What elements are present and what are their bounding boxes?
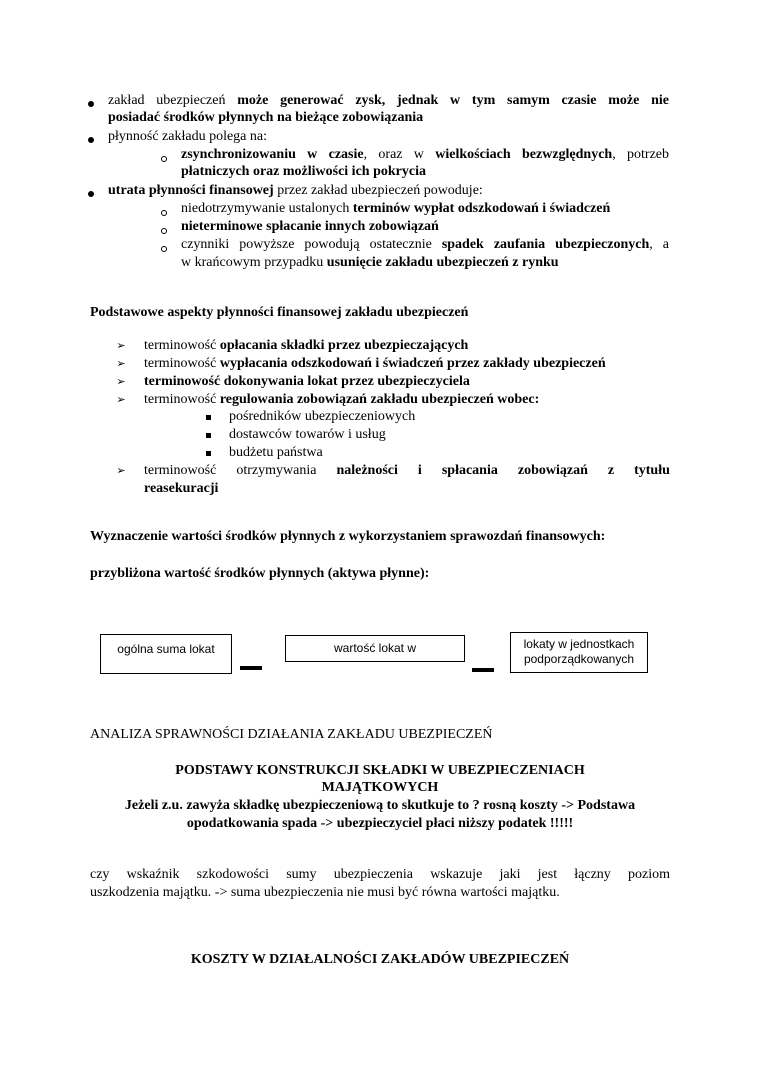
aspect-1: terminowość opłacania składki przez ubezpieczających — [144, 338, 469, 353]
sub-bullet-2-1-line-2: płatniczych oraz możliwości ich pokrycia — [181, 164, 426, 179]
damage-text-line-1: czy wskaźnik szkodowości sumy ubezpieczenia wskazuje jaki jest łączny poziom — [90, 867, 670, 882]
aspect-5-line-2: reasekuracji — [144, 481, 219, 496]
bullet-3-text: utrata płynności finansowej przez zakład ubezpieczeń powoduje: — [108, 183, 483, 198]
bullet-dot-icon — [84, 185, 98, 202]
minus-sign-icon — [240, 666, 262, 670]
aspect-5-line-1: terminowość otrzymywania należności i spłacania zobowiązań z tytułu — [144, 463, 670, 478]
bullet-1-line-1: zakład ubezpieczeń może generować zysk, jednak w tym samym czasie może nie — [108, 93, 669, 108]
sub-bullet-circle-icon — [157, 240, 171, 257]
aspect-4-sub-2: dostawców towarów i usług — [229, 427, 386, 442]
sub-bullet-circle-icon — [157, 150, 171, 167]
sub-bullet-3-2: nieterminowe spłacanie innych zobowiązań — [181, 219, 439, 234]
damage-text-line-2: uszkodzenia majątku. -> suma ubezpieczenia nie musi być równa wartości majątku. — [90, 885, 560, 900]
box-investments-in: wartość lokat w — [285, 635, 465, 662]
aspect-4-sub-1: pośredników ubezpieczeniowych — [229, 409, 416, 424]
aspect-3: terminowość dokonywania lokat przez ubezpieczyciela — [144, 374, 470, 389]
bullet-dot-icon — [84, 131, 98, 148]
liquid-subheading: przybliżona wartość środków płynnych (aktywa płynne): — [90, 566, 430, 581]
bullet-2-text: płynność zakładu polega na: — [108, 129, 268, 144]
square-bullet-icon — [201, 426, 215, 443]
sub-bullet-3-1: niedotrzymywanie ustalonych terminów wypłat odszkodowań i świadczeń — [181, 201, 611, 216]
aspect-2: terminowość wypłacania odszkodowań i świadczeń przez zakłady ubezpieczeń — [144, 356, 606, 371]
sub-bullet-3-3-line-1: czynniki powyższe powodują ostatecznie spadek zaufania ubezpieczonych, a — [181, 237, 669, 252]
premium-text-line-1: Jeżeli z.u. zawyża składkę ubezpieczeniową to skutkuje to ? rosną koszty -> Podstawa — [124, 798, 636, 813]
costs-heading: KOSZTY W DZIAŁALNOŚCI ZAKŁADÓW UBEZPIECZEŃ — [190, 952, 570, 967]
bullet-1-line-2: posiadać środków płynnych na bieżące zobowiązania — [108, 110, 424, 125]
aspect-4: terminowość regulowania zobowiązań zakładu ubezpieczeń wobec: — [144, 392, 540, 407]
liquid-heading: Wyznaczenie wartości środków płynnych z wykorzystaniem sprawozdań finansowych: — [90, 529, 606, 544]
arrow-bullet-icon: ➢ — [116, 375, 126, 388]
square-bullet-icon — [201, 408, 215, 425]
box-subordinated-investments: lokaty w jednostkach podporządkowanych — [510, 632, 648, 673]
arrow-bullet-icon: ➢ — [116, 464, 126, 477]
arrow-bullet-icon: ➢ — [116, 357, 126, 370]
premium-title-line-1: PODSTAWY KONSTRUKCJI SKŁADKI W UBEZPIECZENIACH — [175, 763, 585, 778]
square-bullet-icon — [201, 444, 215, 461]
minus-sign-icon — [472, 668, 494, 672]
sub-bullet-circle-icon — [157, 222, 171, 239]
sub-bullet-circle-icon — [157, 204, 171, 221]
arrow-bullet-icon: ➢ — [116, 393, 126, 406]
arrow-bullet-icon: ➢ — [116, 339, 126, 352]
sub-bullet-3-3-line-2: w krańcowym przypadku usunięcie zakładu ubezpieczeń z rynku — [181, 255, 559, 270]
aspects-heading: Podstawowe aspekty płynności finansowej zakładu ubezpieczeń — [90, 305, 469, 320]
bullet-dot-icon — [84, 95, 98, 112]
premium-title-line-2: MAJĄTKOWYCH — [321, 780, 439, 795]
aspect-4-sub-3: budżetu państwa — [229, 445, 323, 460]
box-total-investments: ogólna suma lokat — [100, 634, 232, 674]
sub-bullet-2-1-line-1: zsynchronizowaniu w czasie, oraz w wielkościach bezwzględnych, potrzeb — [181, 147, 669, 162]
analysis-heading: ANALIZA SPRAWNOŚCI DZIAŁANIA ZAKŁADU UBEZPIECZEŃ — [90, 727, 493, 742]
premium-text-line-2: opodatkowania spada -> ubezpieczyciel płaci niższy podatek !!!!! — [186, 816, 574, 831]
